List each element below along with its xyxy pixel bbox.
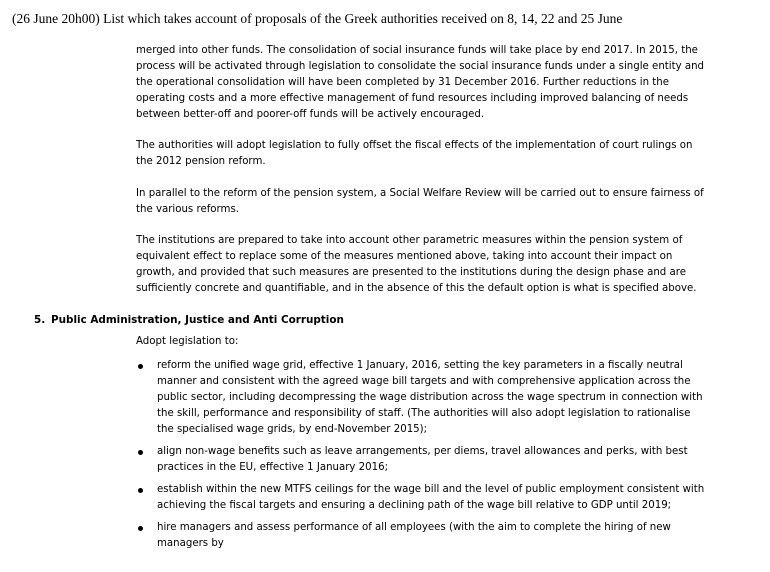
paragraph-fund-consolidation: merged into other funds. The consolidation of social insurance funds will take place by end 2017. In 2015, the process will be activated through legislation to consolidate the social insurance funds under a single entity and the operational consolidation will have been completed by 31 December 2016. Further reductions in the operating costs and a more effective management of fund resources including improved balancing of needs between better-off and poorer-off funds will be actively encouraged.: [136, 45, 705, 120]
list-item-text: establish within the new MTFS ceilings for the wage bill and the level of public employment consistent with achieving the fiscal targets and ensuring a declining path of the wage bill relative to GDP until 2019;: [157, 484, 705, 511]
list-item: [136, 358, 706, 438]
list-item: [136, 482, 706, 514]
list-item-text: hire managers and assess performance of all employees (with the aim to complete the hiring of new managers by: [157, 522, 671, 549]
list-item-text: align non-wage benefits such as leave arrangements, per diems, travel allowances and perks, with best practices in the EU, effective 1 January 2016;: [157, 446, 688, 473]
section-heading: [34, 312, 344, 328]
list-item-text: reform the unified wage grid, effective 1 January, 2016, setting the key parameters in a fiscally neutral manner and consistent with the agreed wage bill targets and with comprehensive application across the public sector, including decompressing the wage distribution across the wage spectrum in connection with the skill, performance and responsibility of staff. (The authorities will also adopt legislation to rationalise the specialised wage grids, by end-November 2015);: [157, 360, 703, 435]
bullet-icon: [138, 488, 143, 493]
bullet-icon: [138, 450, 143, 455]
section-intro: Adopt legislation to:: [136, 336, 239, 347]
list-item: [136, 444, 706, 476]
paragraph-social-welfare-review: In parallel to the reform of the pension system, a Social Welfare Review will be carried out to ensure fairness of the various reforms.: [136, 188, 704, 215]
list-item: [136, 520, 706, 552]
document-header: (26 June 20h00) List which takes account of proposals of the Greek authorities received on 8, 14, 22 and 25 June: [12, 11, 623, 26]
section-title: Public Administration, Justice and Anti Corruption: [51, 314, 344, 326]
paragraph-parametric-measures: The institutions are prepared to take into account other parametric measures within the pension system of equivalent effect to replace some of the measures mentioned above, taking into account their impact on growth, and provided that such measures are presented to the institutions during the design phase and are sufficiently concrete and quantifiable, and in the absence of this the default option is what is specified above.: [136, 235, 697, 294]
paragraph-court-rulings: The authorities will adopt legislation to fully offset the fiscal effects of the implementation of court rulings on the 2012 pension reform.: [136, 140, 693, 167]
section-number: 5.: [34, 314, 46, 326]
bullet-icon: [138, 364, 143, 369]
bullet-icon: [138, 526, 143, 531]
